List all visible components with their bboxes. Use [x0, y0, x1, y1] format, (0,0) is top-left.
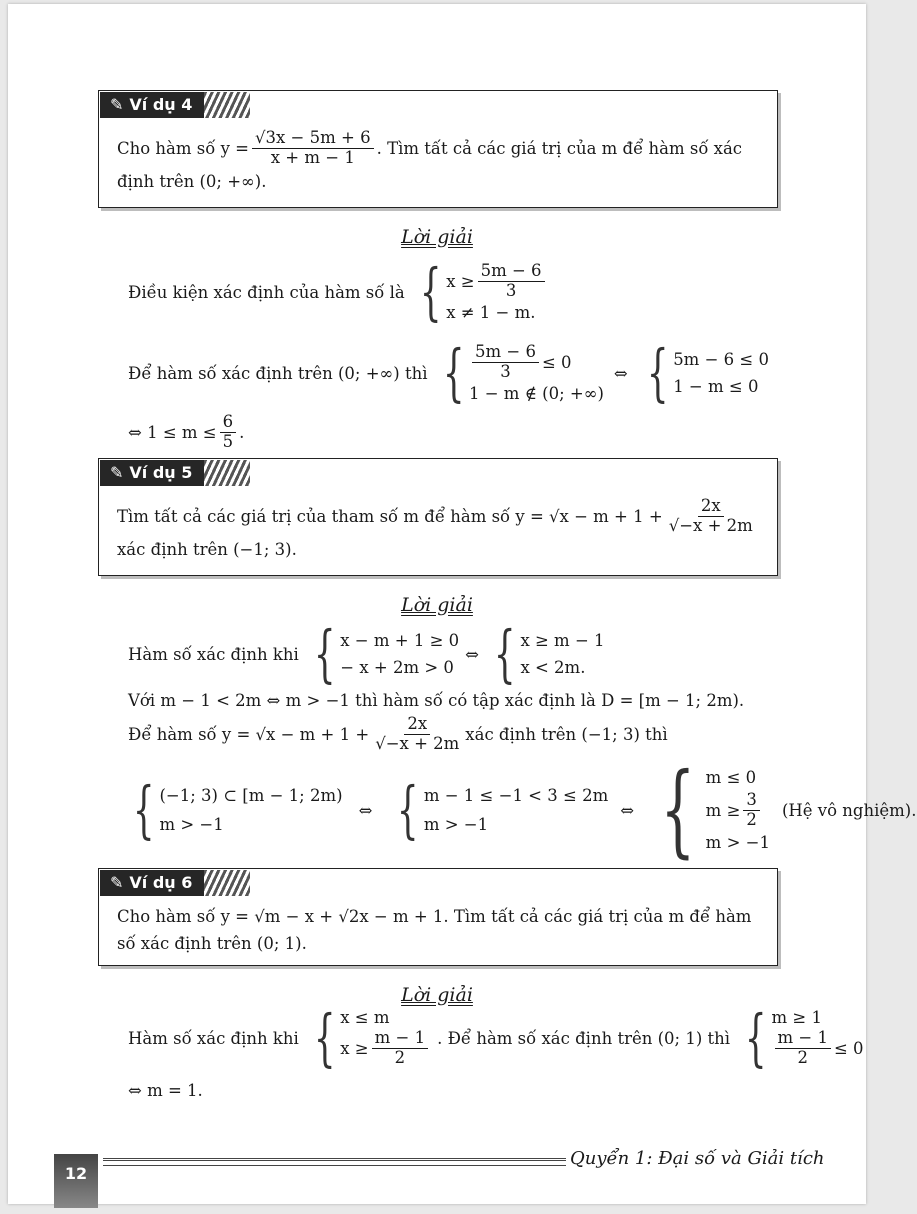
fraction: $\frac{√3x - 5m + 6}{x + m - 1}$ — [252, 129, 374, 168]
ex6-result-line: ⇔ m = 1. — [128, 1080, 203, 1100]
ex5-condition-line: Hàm số xác định khi { x − m + 1 ≥ 0 − x + 2m > 0 ⇔ { x ≥ m − 1 x < 2m. — [128, 617, 605, 690]
solution-heading: Lời giải — [401, 226, 473, 248]
text: Để hàm số xác định trên (0; +∞) thì — [128, 363, 428, 383]
example-6-problem-line1: Cho hàm số y = √m − x + √2x − m + 1. Tìm tất cả các giá trị của m để hàm — [117, 907, 752, 926]
example-4-problem-line2: định trên (0; +∞). — [117, 171, 267, 191]
book-title: Quyển 1: Đại số và Giải tích — [570, 1148, 825, 1169]
ex4-domain-line: Để hàm số xác định trên (0; +∞) thì { $\frac{5m - 6}{3}$ ≤ 0 1 − m ∉ (0; +∞) ⇔ { 5m − 6 ≤ 0 1 − m ≤ 0 — [128, 336, 769, 409]
edit-icon: ✎ — [110, 95, 124, 114]
example-4-header — [100, 92, 250, 118]
ex5-domain-line: Với m − 1 < 2m ⇔ m > −1 thì hàm số có tập xác định là D = [m − 1; 2m). — [128, 690, 745, 710]
example-6-header — [100, 870, 250, 896]
example-5-problem-line2: xác định trên (−1; 3). — [117, 539, 297, 559]
example-6-problem-line2: số xác định trên (0; 1). — [117, 934, 307, 954]
decorative-stripes — [204, 870, 250, 896]
text: Điều kiện xác định của hàm số là — [128, 282, 405, 302]
text: Cho hàm số y = — [117, 138, 249, 158]
ex5-requirement-line: Để hàm số y = √x − m + 1 + $\frac{2x}{√-x + 2m}$ xác định trên (−1; 3) thì — [128, 713, 668, 753]
example-5-problem-line1: Tìm tất cả các giá trị của tham số m để hàm số y = √x − m + 1 + $\frac{2x}{√-x + 2m}$ — [117, 496, 753, 535]
example-4-title: Ví dụ 4 — [129, 95, 193, 114]
page-number: 12 — [54, 1154, 98, 1208]
example-6-title: Ví dụ 6 — [129, 873, 193, 892]
decorative-stripes — [204, 460, 250, 486]
decorative-stripes — [204, 92, 250, 118]
ex5-system-line: { (−1; 3) ⊂ [m − 1; 2m) m > −1 ⇔ { m − 1 ≤ −1 < 3 ≤ 2m m > −1 ⇔ { m ≤ 0 m ≥ $\frac{3}{2}$ m > −1 (Hệ vô nghiệm). — [132, 751, 917, 868]
solution-heading: Lời giải — [401, 594, 473, 616]
example-4-problem-line1 — [117, 129, 759, 168]
ex4-result-line: ⇔ 1 ≤ m ≤ $\frac{6}{5}$ . — [128, 411, 245, 451]
document-page — [8, 4, 917, 1204]
ex4-condition-line — [128, 256, 554, 328]
text: . Tìm tất cả các giá trị của m để hàm số xác — [376, 138, 743, 158]
edit-icon: ✎ — [110, 873, 124, 892]
solution-heading: Lời giải — [401, 984, 473, 1006]
example-5-title: Ví dụ 5 — [129, 463, 193, 482]
example-5-header — [100, 460, 250, 486]
edit-icon: ✎ — [110, 463, 124, 482]
ex6-condition-line: Hàm số xác định khi { x ≤ m x ≥ $\frac{m - 1}{2}$ . Để hàm số xác định trên (0; 1) thì { m ≥ 1 $\frac{m - 1}{2}$ ≤ 0 — [128, 1001, 864, 1074]
footer-rule — [103, 1158, 566, 1166]
system: { x ≥ $\frac{5m - 6}{3}$ x ≠ 1 − m. — [411, 261, 548, 323]
